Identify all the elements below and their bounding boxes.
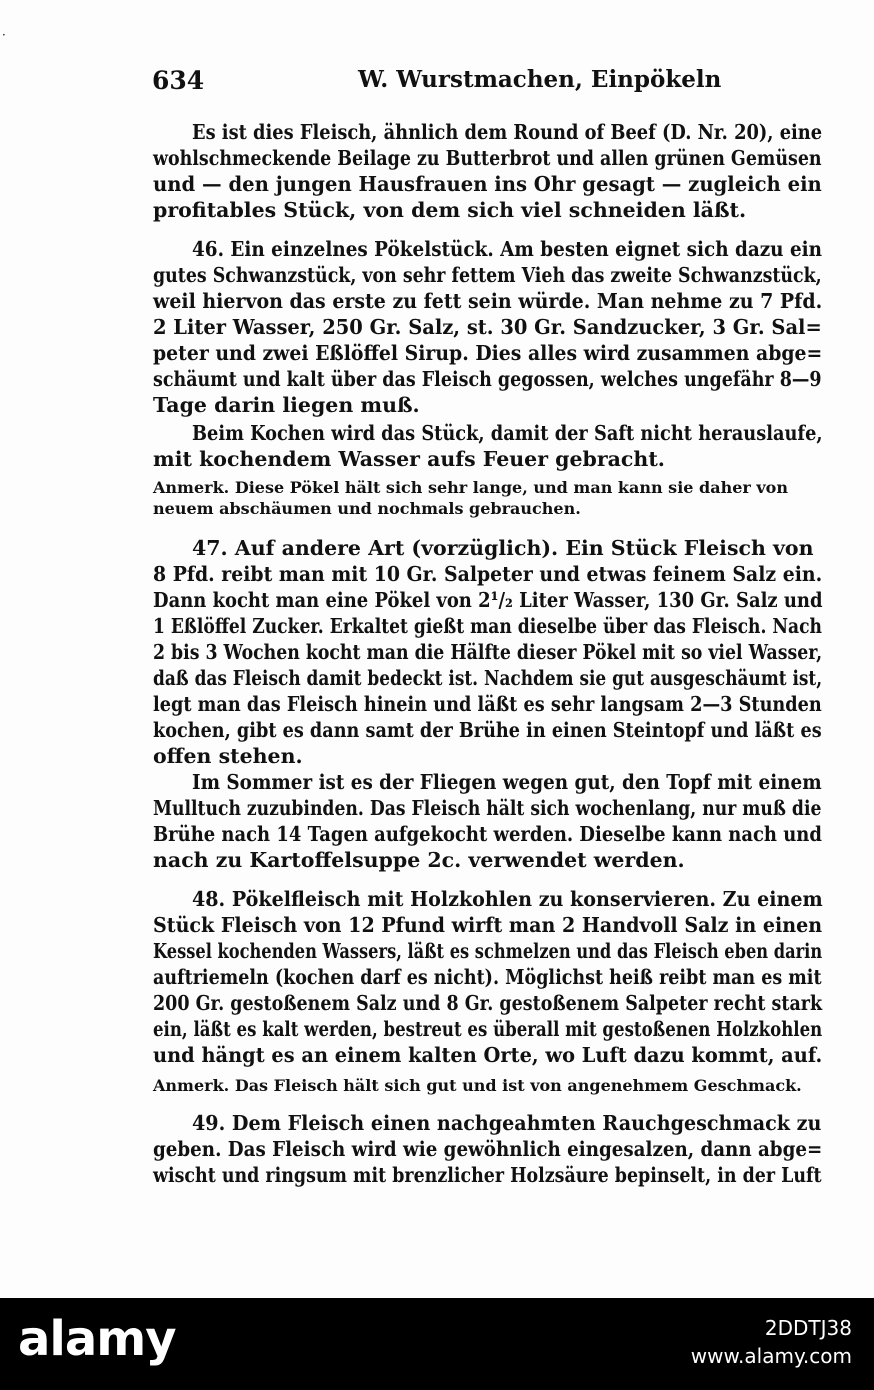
text-line: Anmerk. Diese Pökel hält sich sehr lange, und man kann sie daher von	[153, 478, 788, 497]
text-line: 49. Dem Fleisch einen nachgeahmten Rauchgeschmack zu	[192, 1111, 822, 1135]
text-line: kochen, gibt es dann samt der Brühe in einen Steintopf und läßt es	[153, 718, 822, 742]
text-line: legt man das Fleisch hinein und läßt es sehr langsam 2—3 Stunden	[153, 692, 822, 716]
text-line: Kessel kochenden Wassers, läßt es schmelzen und das Fleisch eben darin	[153, 939, 823, 963]
text-line: Stück Fleisch von 12 Pfund wirft man 2 Handvoll Salz in einen	[153, 913, 823, 937]
text-line: ein, läßt es kalt werden, bestreut es überall mit gestoßenen Holzkohlen	[153, 1017, 823, 1041]
text-line: nach zu Kartoffelsuppe 2c. verwendet werden.	[153, 848, 685, 872]
text-line: mit kochendem Wasser aufs Feuer gebracht.	[153, 447, 665, 471]
text-line: weil hiervon das erste zu fett sein würde. Man nehme zu 7 Pfd.	[153, 289, 823, 313]
text-line: wischt und ringsum mit brenzlicher Holzsäure bepinselt, in der Luft	[153, 1163, 822, 1187]
text-line: profitables Stück, von dem sich viel schneiden läßt.	[153, 198, 747, 222]
text-line: Dann kocht man eine Pökel von 2¹/₂ Liter Wasser, 130 Gr. Salz und	[153, 588, 823, 612]
image-credit	[691, 1314, 852, 1370]
text-line: und hängt es an einem kalten Orte, wo Luft dazu kommt, auf.	[153, 1043, 823, 1067]
site-url: www.alamy.com	[690, 1344, 852, 1368]
running-head: W. Wurstmachen, Einpökeln	[358, 66, 722, 93]
text-line: Tage darin liegen muß.	[153, 393, 420, 417]
text-line: auftriemeln (kochen darf es nicht). Möglichst heiß reibt man es mit	[153, 965, 822, 989]
text-line: und — den jungen Hausfrauen ins Ohr gesagt — zugleich ein	[153, 172, 822, 196]
text-line: 47. Auf andere Art (vorzüglich). Ein Stück Fleisch von	[192, 536, 814, 560]
text-line: 200 Gr. gestoßenem Salz und 8 Gr. gestoßenem Salpeter recht stark	[153, 991, 823, 1015]
alamy-logo: alamy	[18, 1311, 176, 1367]
text-line: peter und zwei Eßlöffel Sirup. Dies alles wird zusammen abge=	[153, 341, 823, 365]
text-line: 2 bis 3 Wochen kocht man die Hälfte dieser Pökel mit so viel Wasser,	[153, 640, 823, 664]
text-line: geben. Das Fleisch wird wie gewöhnlich eingesalzen, dann abge=	[153, 1137, 823, 1161]
text-line: 2 Liter Wasser, 250 Gr. Salz, st. 30 Gr. Sandzucker, 3 Gr. Sal=	[153, 315, 822, 339]
text-line: Beim Kochen wird das Stück, damit der Saft nicht herauslaufe,	[192, 421, 823, 445]
text-line: 1 Eßlöffel Zucker. Erkaltet gießt man dieselbe über das Fleisch. Nach	[153, 614, 822, 638]
page-number: 634	[152, 66, 205, 95]
text-line: neuem abschäumen und nochmals gebrauchen.	[153, 499, 581, 518]
text-line: 8 Pfd. reibt man mit 10 Gr. Salpeter und etwas feinem Salz ein.	[153, 562, 823, 586]
image-id: 2DDTJ38	[764, 1316, 852, 1340]
margin-mark: ·	[2, 28, 6, 42]
text-line: 46. Ein einzelnes Pökelstück. Am besten eignet sich dazu ein	[192, 237, 823, 261]
text-line: Im Sommer ist es der Fliegen wegen gut, den Topf mit einem	[192, 770, 822, 794]
text-line: Brühe nach 14 Tagen aufgekocht werden. Dieselbe kann nach und	[153, 822, 822, 846]
text-line: 48. Pökelfleisch mit Holzkohlen zu konservieren. Zu einem	[192, 887, 823, 911]
text-line: gutes Schwanzstück, von sehr fettem Vieh das zweite Schwanzstück,	[153, 263, 822, 287]
text-line: Mulltuch zuzubinden. Das Fleisch hält sich wochenlang, nur muß die	[153, 796, 822, 820]
text-line: Anmerk. Das Fleisch hält sich gut und ist von angenehmem Geschmack.	[153, 1076, 802, 1095]
text-line: Es ist dies Fleisch, ähnlich dem Round of Beef (D. Nr. 20), eine	[192, 120, 823, 144]
text-line: offen stehen.	[153, 744, 303, 768]
text-line: wohlschmeckende Beilage zu Butterbrot und allen grünen Gemüsen	[153, 146, 822, 170]
text-line: schäumt und kalt über das Fleisch gegossen, welches ungefähr 8—9	[153, 367, 822, 391]
text-line: daß das Fleisch damit bedeckt ist. Nachdem sie gut ausgeschäumt ist,	[153, 666, 823, 690]
